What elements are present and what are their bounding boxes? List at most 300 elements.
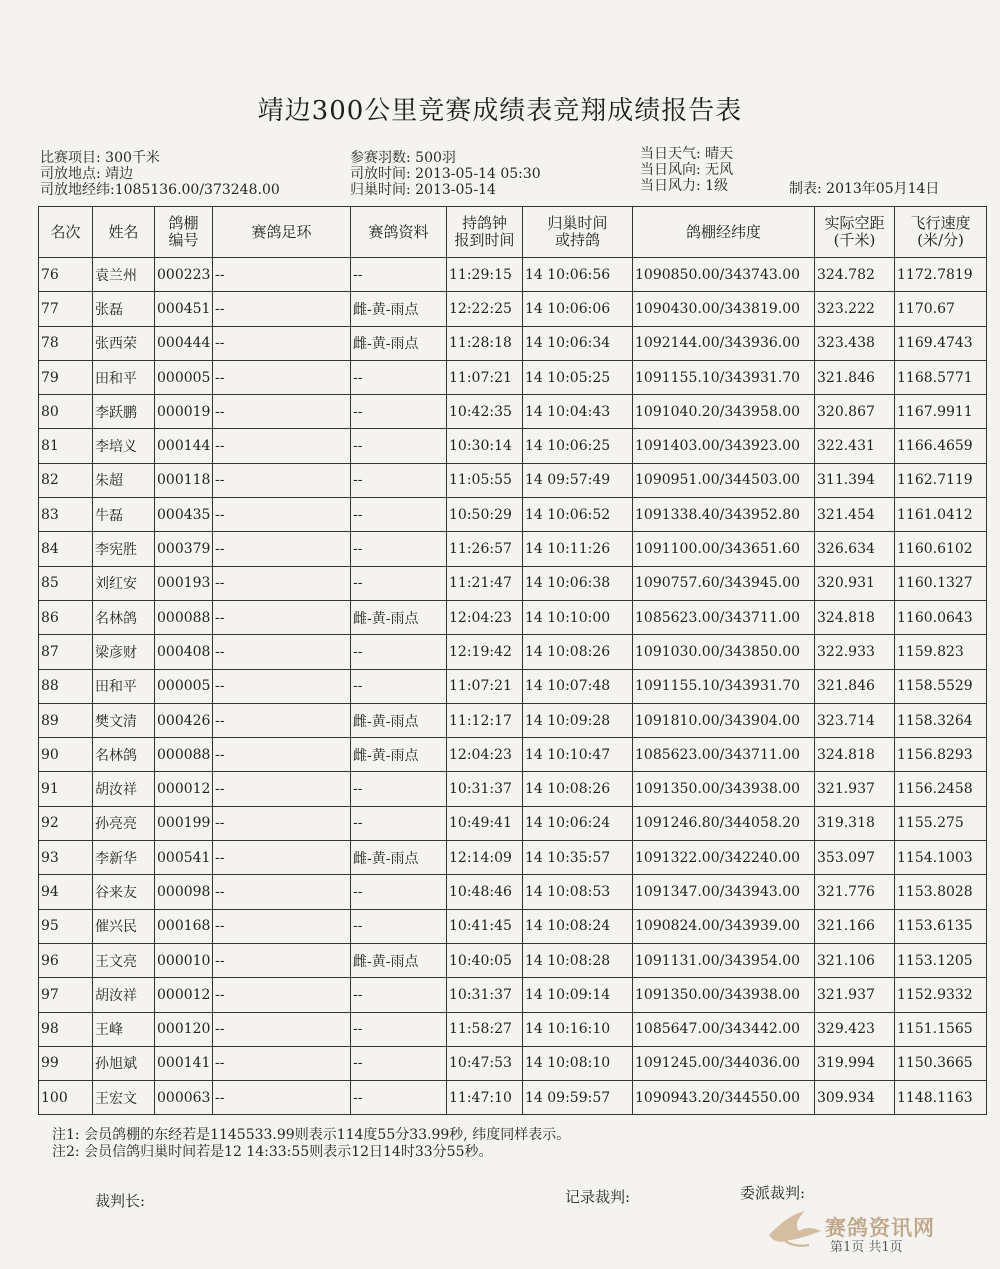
arrival-time-cell: 14 10:08:24 xyxy=(523,909,633,943)
clock-time-cell: 12:04:23 xyxy=(447,600,523,634)
speed-cell: 1150.3665 xyxy=(895,1046,987,1080)
name-cell: 樊文清 xyxy=(93,703,155,737)
loft-cell: 000010 xyxy=(155,943,213,977)
speed-cell: 1153.8028 xyxy=(895,875,987,909)
speed-cell: 1156.2458 xyxy=(895,772,987,806)
loft-coords-cell: 1085647.00/343442.00 xyxy=(633,1012,815,1046)
ring-cell: -- xyxy=(213,1012,351,1046)
arrival-time-cell: 14 10:11:26 xyxy=(523,532,633,566)
clock-time-cell: 12:22:25 xyxy=(447,292,523,326)
table-row xyxy=(39,669,987,703)
bird-info-cell: -- xyxy=(351,532,447,566)
speed-cell: 1168.5771 xyxy=(895,360,987,394)
rank-cell: 86 xyxy=(39,600,93,634)
release-coords-info: 司放地经纬:1085136.00/373248.00 xyxy=(40,182,280,198)
name-cell: 李新华 xyxy=(93,841,155,875)
table-row xyxy=(39,1046,987,1080)
arrival-time-cell: 14 10:07:48 xyxy=(523,669,633,703)
ring-cell: -- xyxy=(213,566,351,600)
rank-cell: 89 xyxy=(39,703,93,737)
ring-cell: -- xyxy=(213,600,351,634)
rank-cell: 91 xyxy=(39,772,93,806)
ring-cell: -- xyxy=(213,258,351,292)
clock-time-cell: 11:28:18 xyxy=(447,326,523,360)
name-cell: 催兴民 xyxy=(93,909,155,943)
name-cell: 谷来友 xyxy=(93,875,155,909)
rank-cell: 96 xyxy=(39,943,93,977)
distance-cell: 322.431 xyxy=(815,429,895,463)
table-row xyxy=(39,1012,987,1046)
name-cell: 名林鸽 xyxy=(93,600,155,634)
loft-coords-cell: 1090430.00/343819.00 xyxy=(633,292,815,326)
table-row xyxy=(39,292,987,326)
distance-cell: 323.222 xyxy=(815,292,895,326)
bird-info-cell: -- xyxy=(351,909,447,943)
distance-cell: 326.634 xyxy=(815,532,895,566)
name-cell: 名林鸽 xyxy=(93,738,155,772)
table-row xyxy=(39,258,987,292)
loft-cell: 000120 xyxy=(155,1012,213,1046)
loft-coords-cell: 1090951.00/344503.00 xyxy=(633,463,815,497)
table-row xyxy=(39,909,987,943)
bird-info-cell: -- xyxy=(351,1046,447,1080)
arrival-time-cell: 14 09:57:49 xyxy=(523,463,633,497)
ring-cell: -- xyxy=(213,360,351,394)
distance-cell: 319.994 xyxy=(815,1046,895,1080)
ring-cell: -- xyxy=(213,875,351,909)
ring-cell: -- xyxy=(213,429,351,463)
note-1: 注1: 会员鸽棚的东经若是1145533.99则表示114度55分33.99秒, 纬度同样表示。 xyxy=(52,1127,571,1143)
header-speed: 飞行速度 (米/分) xyxy=(895,207,987,258)
loft-cell: 000426 xyxy=(155,703,213,737)
loft-coords-cell: 1085623.00/343711.00 xyxy=(633,600,815,634)
loft-coords-cell: 1091403.00/343923.00 xyxy=(633,429,815,463)
loft-coords-cell: 1090757.60/343945.00 xyxy=(633,566,815,600)
chief-referee-signature: 裁判长: xyxy=(95,1192,146,1210)
loft-cell: 000118 xyxy=(155,463,213,497)
bird-info-cell: -- xyxy=(351,1081,447,1115)
name-cell: 孙亮亮 xyxy=(93,806,155,840)
arrival-time-cell: 14 10:08:10 xyxy=(523,1046,633,1080)
table-row xyxy=(39,875,987,909)
table-row xyxy=(39,498,987,532)
bird-info-cell: -- xyxy=(351,1012,447,1046)
info-column-right xyxy=(640,146,733,194)
loft-cell: 000435 xyxy=(155,498,213,532)
clock-time-cell: 10:50:29 xyxy=(447,498,523,532)
info-column-left xyxy=(40,150,280,198)
arrival-time-cell: 14 10:35:57 xyxy=(523,841,633,875)
clock-time-cell: 10:42:35 xyxy=(447,395,523,429)
rank-cell: 87 xyxy=(39,635,93,669)
arrival-time-cell: 14 10:06:06 xyxy=(523,292,633,326)
clock-time-cell: 10:30:14 xyxy=(447,429,523,463)
bird-info-cell: -- xyxy=(351,498,447,532)
header-distance: 实际空距 (千米) xyxy=(815,207,895,258)
clock-time-cell: 10:47:53 xyxy=(447,1046,523,1080)
speed-cell: 1158.3264 xyxy=(895,703,987,737)
arrival-time-cell: 14 10:10:00 xyxy=(523,600,633,634)
loft-coords-cell: 1092144.00/343936.00 xyxy=(633,326,815,360)
results-table xyxy=(38,206,987,1115)
name-cell: 刘红安 xyxy=(93,566,155,600)
bird-info-cell: -- xyxy=(351,463,447,497)
arrival-time-cell: 14 10:04:43 xyxy=(523,395,633,429)
bird-info-cell: -- xyxy=(351,806,447,840)
rank-cell: 100 xyxy=(39,1081,93,1115)
speed-cell: 1156.8293 xyxy=(895,738,987,772)
arrival-time-cell: 14 09:59:57 xyxy=(523,1081,633,1115)
header-clock: 持鸽钟 报到时间 xyxy=(447,207,523,258)
loft-cell: 000005 xyxy=(155,360,213,394)
table-row xyxy=(39,703,987,737)
weather-info: 当日天气: 晴天 xyxy=(640,146,734,162)
name-cell: 袁兰州 xyxy=(93,258,155,292)
rank-cell: 76 xyxy=(39,258,93,292)
speed-cell: 1166.4659 xyxy=(895,429,987,463)
name-cell: 王宏文 xyxy=(93,1081,155,1115)
rank-cell: 93 xyxy=(39,841,93,875)
ring-cell: -- xyxy=(213,635,351,669)
loft-coords-cell: 1085623.00/343711.00 xyxy=(633,738,815,772)
bird-info-cell: 雌-黄-雨点 xyxy=(351,292,447,326)
distance-cell: 353.097 xyxy=(815,841,895,875)
release-time-info: 司放时间: 2013-05-14 05:30 xyxy=(350,166,541,182)
wind-direction-info: 当日风向: 无风 xyxy=(640,162,734,178)
speed-cell: 1162.7119 xyxy=(895,463,987,497)
loft-coords-cell: 1091246.80/344058.20 xyxy=(633,806,815,840)
name-cell: 田和平 xyxy=(93,669,155,703)
bird-info-cell: -- xyxy=(351,875,447,909)
loft-coords-cell: 1091030.00/343850.00 xyxy=(633,635,815,669)
loft-cell: 000444 xyxy=(155,326,213,360)
loft-cell: 000098 xyxy=(155,875,213,909)
bird-info-cell: 雌-黄-雨点 xyxy=(351,326,447,360)
distance-cell: 321.846 xyxy=(815,669,895,703)
release-place-info: 司放地点: 靖边 xyxy=(40,166,134,182)
clock-time-cell: 12:19:42 xyxy=(447,635,523,669)
loft-coords-cell: 1091347.00/343943.00 xyxy=(633,875,815,909)
distance-cell: 320.867 xyxy=(815,395,895,429)
speed-cell: 1159.823 xyxy=(895,635,987,669)
header-arrival: 归巢时间 或持鸽 xyxy=(523,207,633,258)
appointed-referee-signature: 委派裁判: xyxy=(740,1184,806,1202)
speed-cell: 1170.67 xyxy=(895,292,987,326)
table-row xyxy=(39,943,987,977)
rank-cell: 79 xyxy=(39,360,93,394)
loft-coords-cell: 1091350.00/343938.00 xyxy=(633,978,815,1012)
table-row xyxy=(39,360,987,394)
ring-cell: -- xyxy=(213,1046,351,1080)
distance-cell: 324.818 xyxy=(815,738,895,772)
speed-cell: 1153.6135 xyxy=(895,909,987,943)
name-cell: 李宪胜 xyxy=(93,532,155,566)
header-loft: 鸽棚 编号 xyxy=(155,207,213,258)
rank-cell: 90 xyxy=(39,738,93,772)
watermark-text: 赛鸽资讯网 xyxy=(825,1216,935,1240)
rank-cell: 84 xyxy=(39,532,93,566)
distance-cell: 321.937 xyxy=(815,978,895,1012)
clock-time-cell: 11:05:55 xyxy=(447,463,523,497)
table-row xyxy=(39,738,987,772)
loft-coords-cell: 1090824.00/343939.00 xyxy=(633,909,815,943)
loft-coords-cell: 1091155.10/343931.70 xyxy=(633,669,815,703)
loft-cell: 000012 xyxy=(155,772,213,806)
distance-cell: 319.318 xyxy=(815,806,895,840)
ring-cell: -- xyxy=(213,532,351,566)
distance-cell: 321.106 xyxy=(815,943,895,977)
clock-time-cell: 11:07:21 xyxy=(447,669,523,703)
rank-cell: 99 xyxy=(39,1046,93,1080)
rank-cell: 98 xyxy=(39,1012,93,1046)
clock-time-cell: 11:58:27 xyxy=(447,1012,523,1046)
table-row xyxy=(39,326,987,360)
clock-time-cell: 10:41:45 xyxy=(447,909,523,943)
loft-coords-cell: 1091040.20/343958.00 xyxy=(633,395,815,429)
loft-cell: 000012 xyxy=(155,978,213,1012)
pigeon-logo-icon xyxy=(765,1205,825,1249)
header-rank: 名次 xyxy=(39,207,93,258)
loft-cell: 000144 xyxy=(155,429,213,463)
name-cell: 张磊 xyxy=(93,292,155,326)
name-cell: 李跃鹏 xyxy=(93,395,155,429)
table-row xyxy=(39,841,987,875)
speed-cell: 1160.6102 xyxy=(895,532,987,566)
info-column-middle xyxy=(350,150,541,198)
speed-cell: 1148.1163 xyxy=(895,1081,987,1115)
table-header-row xyxy=(39,207,987,258)
name-cell: 梁彦财 xyxy=(93,635,155,669)
event-info: 比赛项目: 300千米 xyxy=(40,150,160,166)
loft-coords-cell: 1091155.10/343931.70 xyxy=(633,360,815,394)
distance-cell: 323.714 xyxy=(815,703,895,737)
name-cell: 田和平 xyxy=(93,360,155,394)
loft-coords-cell: 1091350.00/343938.00 xyxy=(633,772,815,806)
clock-time-cell: 11:47:10 xyxy=(447,1081,523,1115)
arrival-time-cell: 14 10:08:26 xyxy=(523,772,633,806)
rank-cell: 85 xyxy=(39,566,93,600)
bird-info-cell: -- xyxy=(351,360,447,394)
bird-info-cell: 雌-黄-雨点 xyxy=(351,943,447,977)
loft-cell: 000541 xyxy=(155,841,213,875)
name-cell: 朱超 xyxy=(93,463,155,497)
rank-cell: 77 xyxy=(39,292,93,326)
speed-cell: 1158.5529 xyxy=(895,669,987,703)
arrival-time-cell: 14 10:09:28 xyxy=(523,703,633,737)
loft-cell: 000088 xyxy=(155,600,213,634)
clock-time-cell: 10:31:37 xyxy=(447,978,523,1012)
loft-coords-cell: 1090850.00/343743.00 xyxy=(633,258,815,292)
name-cell: 牛磊 xyxy=(93,498,155,532)
speed-cell: 1160.1327 xyxy=(895,566,987,600)
ring-cell: -- xyxy=(213,841,351,875)
rank-cell: 92 xyxy=(39,806,93,840)
clock-time-cell: 12:14:09 xyxy=(447,841,523,875)
loft-cell: 000088 xyxy=(155,738,213,772)
rank-cell: 94 xyxy=(39,875,93,909)
speed-cell: 1151.1565 xyxy=(895,1012,987,1046)
distance-cell: 321.937 xyxy=(815,772,895,806)
distance-cell: 309.934 xyxy=(815,1081,895,1115)
arrival-time-cell: 14 10:09:14 xyxy=(523,978,633,1012)
table-row xyxy=(39,395,987,429)
loft-coords-cell: 1091810.00/343904.00 xyxy=(633,703,815,737)
recorder-referee-signature: 记录裁判: xyxy=(565,1188,631,1206)
loft-cell: 000451 xyxy=(155,292,213,326)
arrival-time-cell: 14 10:08:28 xyxy=(523,943,633,977)
ring-cell: -- xyxy=(213,978,351,1012)
bird-info-cell: 雌-黄-雨点 xyxy=(351,738,447,772)
ring-cell: -- xyxy=(213,669,351,703)
loft-coords-cell: 1091322.00/342240.00 xyxy=(633,841,815,875)
notes xyxy=(52,1127,570,1161)
bird-info-cell: -- xyxy=(351,395,447,429)
bird-info-cell: 雌-黄-雨点 xyxy=(351,841,447,875)
loft-cell: 000199 xyxy=(155,806,213,840)
bird-info-cell: -- xyxy=(351,772,447,806)
table-row xyxy=(39,463,987,497)
table-row xyxy=(39,806,987,840)
loft-coords-cell: 1091100.00/343651.60 xyxy=(633,532,815,566)
rank-cell: 80 xyxy=(39,395,93,429)
distance-cell: 321.846 xyxy=(815,360,895,394)
header-bird: 赛鸽资料 xyxy=(351,207,447,258)
ring-cell: -- xyxy=(213,292,351,326)
distance-cell: 311.394 xyxy=(815,463,895,497)
loft-cell: 000168 xyxy=(155,909,213,943)
return-time-info: 归巢时间: 2013-05-14 xyxy=(350,182,496,198)
speed-cell: 1155.275 xyxy=(895,806,987,840)
page-number: 第1页 共1页 xyxy=(830,1240,903,1255)
arrival-time-cell: 14 10:08:26 xyxy=(523,635,633,669)
loft-cell: 000063 xyxy=(155,1081,213,1115)
loft-cell: 000223 xyxy=(155,258,213,292)
clock-time-cell: 11:12:17 xyxy=(447,703,523,737)
ring-cell: -- xyxy=(213,395,351,429)
name-cell: 胡汝祥 xyxy=(93,978,155,1012)
loft-cell: 000193 xyxy=(155,566,213,600)
loft-coords-cell: 1090943.20/344550.00 xyxy=(633,1081,815,1115)
loft-coords-cell: 1091131.00/343954.00 xyxy=(633,943,815,977)
arrival-time-cell: 14 10:06:52 xyxy=(523,498,633,532)
header-coords: 鸽棚经纬度 xyxy=(633,207,815,258)
loft-cell: 000408 xyxy=(155,635,213,669)
arrival-time-cell: 14 10:05:25 xyxy=(523,360,633,394)
distance-cell: 324.782 xyxy=(815,258,895,292)
distance-cell: 329.423 xyxy=(815,1012,895,1046)
made-date-info: 制表: 2013年05月14日 xyxy=(789,181,940,197)
clock-time-cell: 10:49:41 xyxy=(447,806,523,840)
speed-cell: 1160.0643 xyxy=(895,600,987,634)
speed-cell: 1152.9332 xyxy=(895,978,987,1012)
clock-time-cell: 10:48:46 xyxy=(447,875,523,909)
bird-info-cell: -- xyxy=(351,258,447,292)
table-row xyxy=(39,566,987,600)
arrival-time-cell: 14 10:08:53 xyxy=(523,875,633,909)
rank-cell: 97 xyxy=(39,978,93,1012)
bird-info-cell: 雌-黄-雨点 xyxy=(351,600,447,634)
clock-time-cell: 10:31:37 xyxy=(447,772,523,806)
speed-cell: 1154.1003 xyxy=(895,841,987,875)
bird-info-cell: -- xyxy=(351,429,447,463)
ring-cell: -- xyxy=(213,463,351,497)
loft-cell: 000141 xyxy=(155,1046,213,1080)
table-row xyxy=(39,978,987,1012)
ring-cell: -- xyxy=(213,498,351,532)
clock-time-cell: 10:40:05 xyxy=(447,943,523,977)
name-cell: 孙旭斌 xyxy=(93,1046,155,1080)
table-row xyxy=(39,600,987,634)
bird-info-cell: -- xyxy=(351,669,447,703)
clock-time-cell: 11:26:57 xyxy=(447,532,523,566)
loft-coords-cell: 1091338.40/343952.80 xyxy=(633,498,815,532)
distance-cell: 323.438 xyxy=(815,326,895,360)
note-2: 注2: 会员信鸽归巢时间若是12 14:33:55则表示12日14时33分55秒。 xyxy=(52,1144,493,1160)
clock-time-cell: 11:07:21 xyxy=(447,360,523,394)
ring-cell: -- xyxy=(213,738,351,772)
clock-time-cell: 11:29:15 xyxy=(447,258,523,292)
wind-force-info: 当日风力: 1级 xyxy=(640,178,729,194)
distance-cell: 321.776 xyxy=(815,875,895,909)
bird-info-cell: -- xyxy=(351,566,447,600)
loft-cell: 000019 xyxy=(155,395,213,429)
name-cell: 李培义 xyxy=(93,429,155,463)
distance-cell: 324.818 xyxy=(815,600,895,634)
entries-info: 参赛羽数: 500羽 xyxy=(350,150,456,166)
clock-time-cell: 12:04:23 xyxy=(447,738,523,772)
rank-cell: 82 xyxy=(39,463,93,497)
name-cell: 王峰 xyxy=(93,1012,155,1046)
ring-cell: -- xyxy=(213,703,351,737)
bird-info-cell: -- xyxy=(351,635,447,669)
speed-cell: 1153.1205 xyxy=(895,943,987,977)
arrival-time-cell: 14 10:06:56 xyxy=(523,258,633,292)
header-ring: 赛鸽足环 xyxy=(213,207,351,258)
rank-cell: 81 xyxy=(39,429,93,463)
speed-cell: 1169.4743 xyxy=(895,326,987,360)
speed-cell: 1172.7819 xyxy=(895,258,987,292)
table-row xyxy=(39,772,987,806)
rank-cell: 88 xyxy=(39,669,93,703)
table-row xyxy=(39,1081,987,1115)
rank-cell: 83 xyxy=(39,498,93,532)
distance-cell: 321.454 xyxy=(815,498,895,532)
header-name: 姓名 xyxy=(93,207,155,258)
loft-cell: 000005 xyxy=(155,669,213,703)
clock-time-cell: 11:21:47 xyxy=(447,566,523,600)
table-row xyxy=(39,429,987,463)
arrival-time-cell: 14 10:16:10 xyxy=(523,1012,633,1046)
distance-cell: 322.933 xyxy=(815,635,895,669)
rank-cell: 95 xyxy=(39,909,93,943)
loft-coords-cell: 1091245.00/344036.00 xyxy=(633,1046,815,1080)
arrival-time-cell: 14 10:06:34 xyxy=(523,326,633,360)
arrival-time-cell: 14 10:06:38 xyxy=(523,566,633,600)
speed-cell: 1161.0412 xyxy=(895,498,987,532)
ring-cell: -- xyxy=(213,326,351,360)
arrival-time-cell: 14 10:10:47 xyxy=(523,738,633,772)
bird-info-cell: 雌-黄-雨点 xyxy=(351,703,447,737)
distance-cell: 320.931 xyxy=(815,566,895,600)
speed-cell: 1167.9911 xyxy=(895,395,987,429)
report-title: 靖边300公里竞赛成绩表竞翔成绩报告表 xyxy=(257,96,743,126)
name-cell: 张西荣 xyxy=(93,326,155,360)
ring-cell: -- xyxy=(213,806,351,840)
arrival-time-cell: 14 10:06:25 xyxy=(523,429,633,463)
name-cell: 王文亮 xyxy=(93,943,155,977)
loft-cell: 000379 xyxy=(155,532,213,566)
rank-cell: 78 xyxy=(39,326,93,360)
